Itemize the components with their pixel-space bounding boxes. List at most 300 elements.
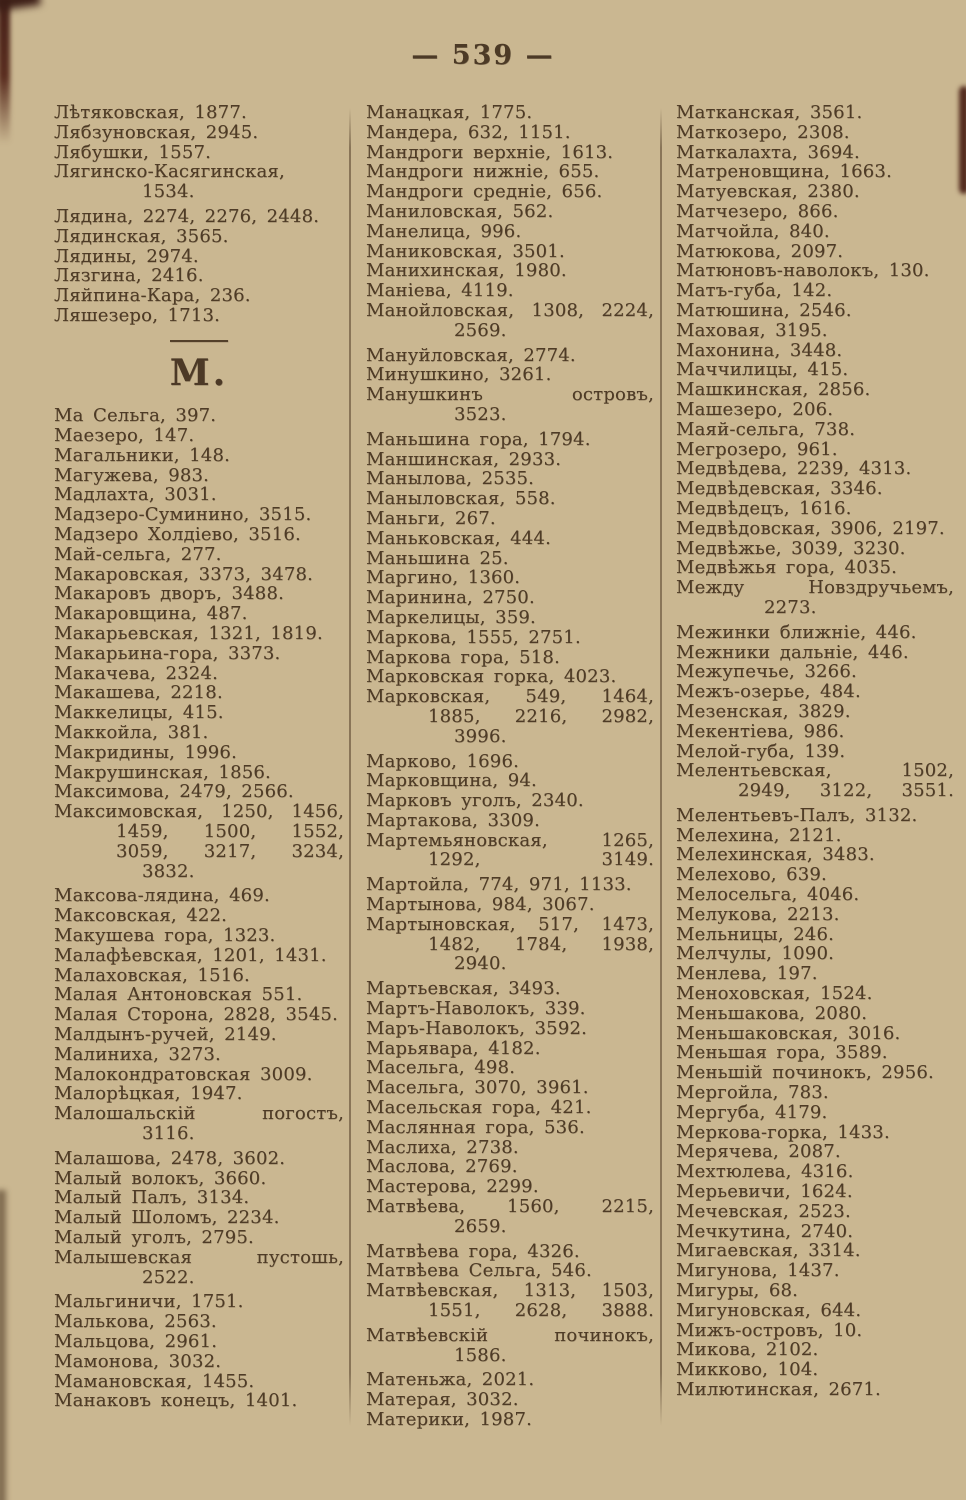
entry-continuation: 1551, 2628, 3888. [428,1300,654,1322]
entry-name-and-numbers: Мадлахта, 3031. [54,484,217,506]
entry-name-and-numbers: Марково, 1696. [366,750,520,772]
entry-name-and-numbers: Матвѣевская, 1313, 1503, [366,1280,654,1302]
index-entry [54,1104,344,1144]
entry-name-and-numbers: Макарьина-гора, 3373. [54,642,281,664]
entry-name-and-numbers: Маккелицы, 415. [54,702,224,724]
entry-name-and-numbers: Макрушинская, 1856. [54,761,271,783]
entry-name-and-numbers: Мелукова, 2213. [676,903,840,925]
entry-name-and-numbers: Лядины, 2974. [54,245,199,267]
index-entry [54,485,344,505]
entry-name-and-numbers: Между Новздручьемъ, [676,577,954,599]
entry-continuation: 3059, 3217, 3234, [116,840,344,862]
index-entry [676,1103,954,1123]
index-entry [366,791,654,811]
entry-name-and-numbers: Медвѣдецъ, 1616. [676,497,852,519]
index-entry [54,1248,344,1288]
entry-name-and-numbers: Махонина, 3448. [676,339,843,361]
index-entry [366,1177,654,1197]
index-entry [676,1043,954,1063]
entry-name-and-numbers: Лязгина, 2416. [54,265,204,287]
entry-name-and-numbers: Магужева, 983. [54,464,210,486]
entry-name-and-numbers: Мигаевская, 3314. [676,1240,861,1262]
index-entry [676,1261,954,1281]
index-entry [54,247,344,267]
entry-name-and-numbers: Максимова, 2479, 2566. [54,781,294,803]
index-entry [366,529,654,549]
entry-name-and-numbers: Макачева, 2324. [54,662,219,684]
entry-name-and-numbers: Мандроги верхніе, 1613. [366,141,614,163]
entry-name-and-numbers: Меньшакова, 2080. [676,1002,868,1024]
entry-name-and-numbers: Манылова, 2535. [366,468,535,490]
index-entry [54,1188,344,1208]
index-entry [676,1360,954,1380]
index-entry [54,782,344,802]
index-entry [54,207,344,227]
entry-name-and-numbers: Матеньжа, 2021. [366,1369,535,1391]
entry-name-and-numbers: Межупечье, 3266. [676,661,857,683]
entry-name-and-numbers: Мелехово, 639. [676,864,827,886]
entry-name-and-numbers: Маховая, 3195. [676,319,828,341]
index-entry [676,1301,954,1321]
index-entry [676,1142,954,1162]
entry-continuation: 2569. [454,319,507,341]
entry-name-and-numbers: Минушкино, 3261. [366,364,552,386]
index-entry [676,519,954,539]
index-entry [366,202,654,222]
entry-name-and-numbers: Малый Шоломъ, 2234. [54,1207,280,1229]
entry-name-and-numbers: Мартъ-Наволокъ, 339. [366,998,586,1020]
index-entry [366,1118,654,1138]
page-number: — 539 — [411,40,555,71]
entry-continuation: 1482, 1784, 1938, [428,933,654,955]
index-entry [366,143,654,163]
index-entry [676,459,954,479]
entry-name-and-numbers: Матюновъ-наволокъ, 130. [676,260,930,282]
index-entry [676,643,954,663]
entry-name-and-numbers: Менлева, 197. [676,963,818,985]
index-entry [366,1098,654,1118]
index-entry [366,915,654,974]
index-entry [366,1326,654,1366]
entry-name-and-numbers: Мезенская, 3829. [676,700,851,722]
index-entry [366,1078,654,1098]
index-entry [366,771,654,791]
index-entry [366,450,654,470]
index-entry [676,682,954,702]
index-entry [676,845,954,865]
entry-name-and-numbers: Малый уголъ, 2795. [54,1226,254,1248]
entry-name-and-numbers: Маньги, 267. [366,507,496,529]
entry-name-and-numbers: Мергуба, 4179. [676,1101,828,1123]
entry-name-and-numbers: Манойловская, 1308, 2224, [366,299,654,321]
scan-edge-artifact [959,86,966,194]
index-entry [54,886,344,906]
entry-name-and-numbers: Материки, 1987. [366,1409,533,1430]
entry-name-and-numbers: Масельга, 3070, 3961. [366,1077,589,1099]
entry-name-and-numbers: Масельская гора, 421. [366,1097,592,1119]
entry-name-and-numbers: Малашова, 2478, 3602. [54,1147,286,1169]
entry-name-and-numbers: Макридины, 1996. [54,741,238,763]
index-column-3 [676,103,954,1400]
index-entry [676,242,954,262]
index-entry [54,1149,344,1169]
entry-name-and-numbers: Ляйпина-Кара, 236. [54,285,251,307]
entry-name-and-numbers: Машезеро, 206. [676,398,834,420]
index-entry [366,1281,654,1321]
index-entry [54,926,344,946]
index-entry [54,906,344,926]
entry-name-and-numbers: Лягинско-Касягинская, [54,161,285,183]
entry-name-and-numbers: Маниловская, 562. [366,200,554,222]
column-divider [349,108,351,1426]
entry-name-and-numbers: Маныловская, 558. [366,488,556,510]
entry-continuation: 1534. [142,181,195,203]
index-entry [54,266,344,286]
index-entry [54,406,344,426]
index-entry [366,242,654,262]
index-entry [54,624,344,644]
entry-name-and-numbers: Максовская, 422. [54,905,228,927]
index-entry [676,865,954,885]
index-entry [54,545,344,565]
entry-name-and-numbers: Маслова, 2769. [366,1156,518,1178]
entry-name-and-numbers: Мамонова, 3032. [54,1350,222,1372]
index-entry [366,667,654,687]
index-entry [676,1024,954,1044]
entry-name-and-numbers: Матюшина, 2546. [676,299,852,321]
entry-name-and-numbers: Мигуры, 68. [676,1280,799,1302]
entry-name-and-numbers: Маезеро, 147. [54,425,195,447]
entry-name-and-numbers: Маниковская, 3501. [366,240,565,262]
index-entry [366,182,654,202]
index-entry [676,742,954,762]
entry-name-and-numbers: Малорѣцкая, 1947. [54,1083,243,1105]
entry-name-and-numbers: Маркова гора, 518. [366,646,561,668]
entry-name-and-numbers: Медвѣдевская, 3346. [676,478,883,500]
entry-name-and-numbers: Лябушки, 1557. [54,141,212,163]
index-entry [54,306,344,326]
index-entry [676,623,954,643]
index-entry [54,1065,344,1085]
entry-name-and-numbers: Ма Сельга, 397. [54,405,217,427]
index-entry [676,341,954,361]
entry-name-and-numbers: Меньшая гора, 3589. [676,1042,888,1064]
index-entry [54,683,344,703]
entry-name-and-numbers: Малиниха, 3273. [54,1043,221,1065]
index-entry [54,664,344,684]
entry-continuation: 3996. [454,725,507,747]
entry-name-and-numbers: Малокондратовская 3009. [54,1063,313,1085]
index-entry [676,420,954,440]
index-entry [366,469,654,489]
index-entry [54,143,344,163]
entry-name-and-numbers: Мигунова, 1437. [676,1260,840,1282]
section-heading: М. [169,352,229,395]
index-entry [366,895,654,915]
index-entry [54,227,344,247]
index-entry [54,466,344,486]
index-entry [676,380,954,400]
entry-name-and-numbers: Мечкутина, 2740. [676,1220,854,1242]
entry-name-and-numbers: Мартынова, 984, 3067. [366,894,595,916]
index-entry [54,103,344,123]
index-entry [676,944,954,964]
index-entry [54,1312,344,1332]
entry-name-and-numbers: Маръ-Наволокъ, 3592. [366,1017,588,1039]
entry-name-and-numbers: Милютинская, 2671. [676,1379,881,1400]
index-entry [676,400,954,420]
entry-name-and-numbers: Мандроги нижніе, 655. [366,161,600,183]
entry-name-and-numbers: Матвѣевскій починокъ, [366,1324,654,1346]
entry-name-and-numbers: Мижъ-островъ, 10. [676,1319,863,1341]
entry-name-and-numbers: Мартакова, 3309. [366,809,540,831]
index-entry [676,761,954,801]
index-entry [54,1228,344,1248]
entry-name-and-numbers: Мельницы, 246. [676,923,835,945]
entry-continuation: 2522. [142,1266,195,1288]
index-entry [366,281,654,301]
entry-name-and-numbers: Маркелицы, 359. [366,606,536,628]
entry-name-and-numbers: Манацкая, 1775. [366,102,533,123]
entry-name-and-numbers: Марковщина, 94. [366,770,537,792]
entry-name-and-numbers: Матвѣева, 1560, 2215, [366,1196,654,1218]
index-entry [366,648,654,668]
entry-name-and-numbers: Матвѣева Сельга, 546. [366,1260,592,1282]
index-entry [676,202,954,222]
entry-name-and-numbers: Макашева, 2218. [54,682,223,704]
index-entry [54,985,344,1005]
index-entry [366,999,654,1019]
entry-name-and-numbers: Мамановская, 1455. [54,1370,255,1392]
entry-name-and-numbers: Май-сельга, 277. [54,543,222,565]
entry-name-and-numbers: Маргино, 1360. [366,567,521,589]
entry-name-and-numbers: Малдынъ-ручей, 2149. [54,1023,277,1045]
entry-name-and-numbers: Маншинская, 2933. [366,448,562,470]
entry-name-and-numbers: Маслиха, 2738. [366,1136,519,1158]
entry-name-and-numbers: Мелехина, 2121. [676,824,842,846]
entry-continuation: 2940. [454,953,507,975]
index-entry [54,802,344,881]
index-column-1 [54,103,344,1411]
index-entry [54,565,344,585]
entry-name-and-numbers: Магальники, 148. [54,444,231,466]
index-entry [676,1004,954,1024]
entry-name-and-numbers: Микково, 104. [676,1359,819,1381]
entry-name-and-numbers: Малая Антоновская 551. [54,984,303,1006]
entry-name-and-numbers: Малаховская, 1516. [54,964,250,986]
index-entry [54,703,344,723]
index-entry [676,722,954,742]
entry-name-and-numbers: Матреновщина, 1663. [676,161,892,183]
index-entry [676,1321,954,1341]
entry-name-and-numbers: Манелица, 996. [366,220,522,242]
index-entry [366,1390,654,1410]
index-entry [366,588,654,608]
index-entry [54,763,344,783]
entry-name-and-numbers: Малафѣевская, 1201, 1431. [54,944,327,966]
entry-name-and-numbers: Малая Сторона, 2828, 3545. [54,1004,338,1026]
entry-name-and-numbers: Малышевская пустошь, [54,1246,344,1268]
entry-name-and-numbers: Манушкинъ островъ, [366,384,654,406]
index-entry [676,1063,954,1083]
entry-name-and-numbers: Матчезеро, 866. [676,200,839,222]
index-entry [366,1410,654,1430]
index-entry [676,143,954,163]
entry-name-and-numbers: Лябзуновская, 2945. [54,121,259,143]
index-entry [54,1025,344,1045]
index-entry [54,1372,344,1392]
entry-name-and-numbers: Мастерова, 2299. [366,1176,539,1198]
entry-name-and-numbers: Медвѣдовская, 3906, 2197. [676,517,945,539]
entry-continuation: 1292, 3149. [428,849,654,871]
index-entry [676,964,954,984]
entry-name-and-numbers: Мадзеро Холдіево, 3516. [54,524,301,546]
entry-name-and-numbers: Медвѣжье, 3039, 3230. [676,537,906,559]
index-entry [366,628,654,648]
index-entry [366,979,654,999]
entry-name-and-numbers: Мартыновская, 517, 1473, [366,913,654,935]
entry-name-and-numbers: Макаровщина, 487. [54,603,248,625]
index-entry [54,525,344,545]
index-entry [366,831,654,871]
index-entry [366,1157,654,1177]
index-entry [366,1039,654,1059]
entry-continuation: 3523. [454,403,507,425]
column-divider [660,108,662,1426]
entry-name-and-numbers: Матуевская, 2380. [676,181,860,203]
index-entry [676,558,954,578]
entry-name-and-numbers: Меньшаковская, 3016. [676,1022,901,1044]
entry-name-and-numbers: Медвѣжья гора, 4035. [676,557,898,579]
entry-continuation: 2949, 3122, 3551. [738,780,954,802]
index-entry [676,281,954,301]
index-entry [366,1197,654,1237]
entry-name-and-numbers: Мальцова, 2961. [54,1330,218,1352]
entry-name-and-numbers: Матвѣева гора, 4326. [366,1240,580,1262]
index-entry [54,946,344,966]
entry-name-and-numbers: Маньковская, 444. [366,527,552,549]
entry-name-and-numbers: Мерьевичи, 1624. [676,1181,853,1203]
entry-continuation: 1885, 2216, 2982, [428,705,654,727]
entry-name-and-numbers: Мергойла, 783. [676,1082,829,1104]
index-entry [366,346,654,366]
entry-name-and-numbers: Макарьевская, 1321, 1819. [54,623,323,645]
index-entry [676,1202,954,1222]
section-divider-rule [170,340,228,343]
entry-continuation: 1459, 1500, 1552, [116,821,344,842]
index-entry [54,1352,344,1372]
entry-name-and-numbers: Максова-лядина, 469. [54,885,270,907]
entry-name-and-numbers: Межъ-озерье, 484. [676,681,861,703]
entry-name-and-numbers: Марковъ уголъ, 2340. [366,790,584,812]
entry-name-and-numbers: Маньшина гора, 1794. [366,428,591,450]
index-entry [676,1222,954,1242]
entry-name-and-numbers: Мегрозеро, 961. [676,438,838,460]
index-column-2 [366,103,654,1430]
entry-name-and-numbers: Мекентіева, 986. [676,720,845,742]
entry-name-and-numbers: Межинки ближніе, 446. [676,621,917,643]
index-entry [676,1182,954,1202]
index-entry [366,608,654,628]
index-entry [676,123,954,143]
index-entry [676,1241,954,1261]
entry-name-and-numbers: Малый Палъ, 3134. [54,1187,250,1209]
index-entry [676,360,954,380]
entry-name-and-numbers: Меноховская, 1524. [676,983,873,1005]
index-entry [366,301,654,341]
entry-name-and-numbers: Маччилицы, 415. [676,359,849,381]
index-entry [366,261,654,281]
entry-name-and-numbers: Маніева, 4119. [366,280,514,302]
entry-name-and-numbers: Мартьевская, 3493. [366,978,561,1000]
index-entry [676,1123,954,1143]
entry-continuation: 2273. [764,596,817,618]
index-entry [676,826,954,846]
index-entry [676,702,954,722]
entry-name-and-numbers: Меркова-горка, 1433. [676,1121,890,1143]
entry-name-and-numbers: Матъ-губа, 142. [676,280,833,302]
entry-name-and-numbers: Мелчулы, 1090. [676,943,835,965]
entry-name-and-numbers: Маринина, 2750. [366,587,535,609]
entry-name-and-numbers: Машкинская, 2856. [676,379,871,401]
index-entry [676,578,954,618]
index-entry [54,1332,344,1352]
scan-edge-artifact [0,0,10,144]
index-entry [366,1261,654,1281]
index-entry [54,1169,344,1189]
index-entry [54,1045,344,1065]
entry-name-and-numbers: Мелентьевская, 1502, [676,760,954,782]
index-entry [366,1138,654,1158]
entry-name-and-numbers: Маньшина 25. [366,547,509,569]
index-entry [54,286,344,306]
entry-continuation: 3832. [142,860,195,882]
entry-name-and-numbers: Лѣтяковская, 1877. [54,102,247,123]
entry-name-and-numbers: Лядина, 2274, 2276, 2448. [54,205,320,227]
index-entry [54,723,344,743]
entry-name-and-numbers: Малошальскій погостъ, [54,1103,344,1125]
index-entry [54,446,344,466]
entry-continuation: 2659. [454,1215,507,1237]
entry-name-and-numbers: Мечевская, 2523. [676,1200,851,1222]
index-entry [676,539,954,559]
entry-name-and-numbers: Мелехинская, 3483. [676,844,875,866]
entry-continuation: 1586. [454,1344,507,1366]
index-entry [676,806,954,826]
index-entry [366,1058,654,1078]
entry-name-and-numbers: Мальгиничи, 1751. [54,1291,244,1313]
scan-edge-artifact [0,1190,6,1500]
entry-name-and-numbers: Манаковъ конецъ, 1401. [54,1390,298,1412]
entry-name-and-numbers: Мерячева, 2087. [676,1141,841,1163]
entry-name-and-numbers: Меньшій починокъ, 2956. [676,1062,934,1084]
index-entry [676,1380,954,1400]
index-entry [676,301,954,321]
index-entry [54,505,344,525]
entry-name-and-numbers: Матюкова, 2097. [676,240,844,262]
index-entry [366,752,654,772]
entry-continuation: 3116. [142,1122,195,1144]
index-entry [366,123,654,143]
index-entry [54,743,344,763]
entry-name-and-numbers: Манихинская, 1980. [366,260,567,282]
index-entry [366,687,654,746]
entry-name-and-numbers: Мелосельга, 4046. [676,884,860,906]
index-entry [676,103,954,123]
index-entry [676,905,954,925]
index-entry [366,568,654,588]
entry-name-and-numbers: Мехтюлева, 4316. [676,1161,854,1183]
